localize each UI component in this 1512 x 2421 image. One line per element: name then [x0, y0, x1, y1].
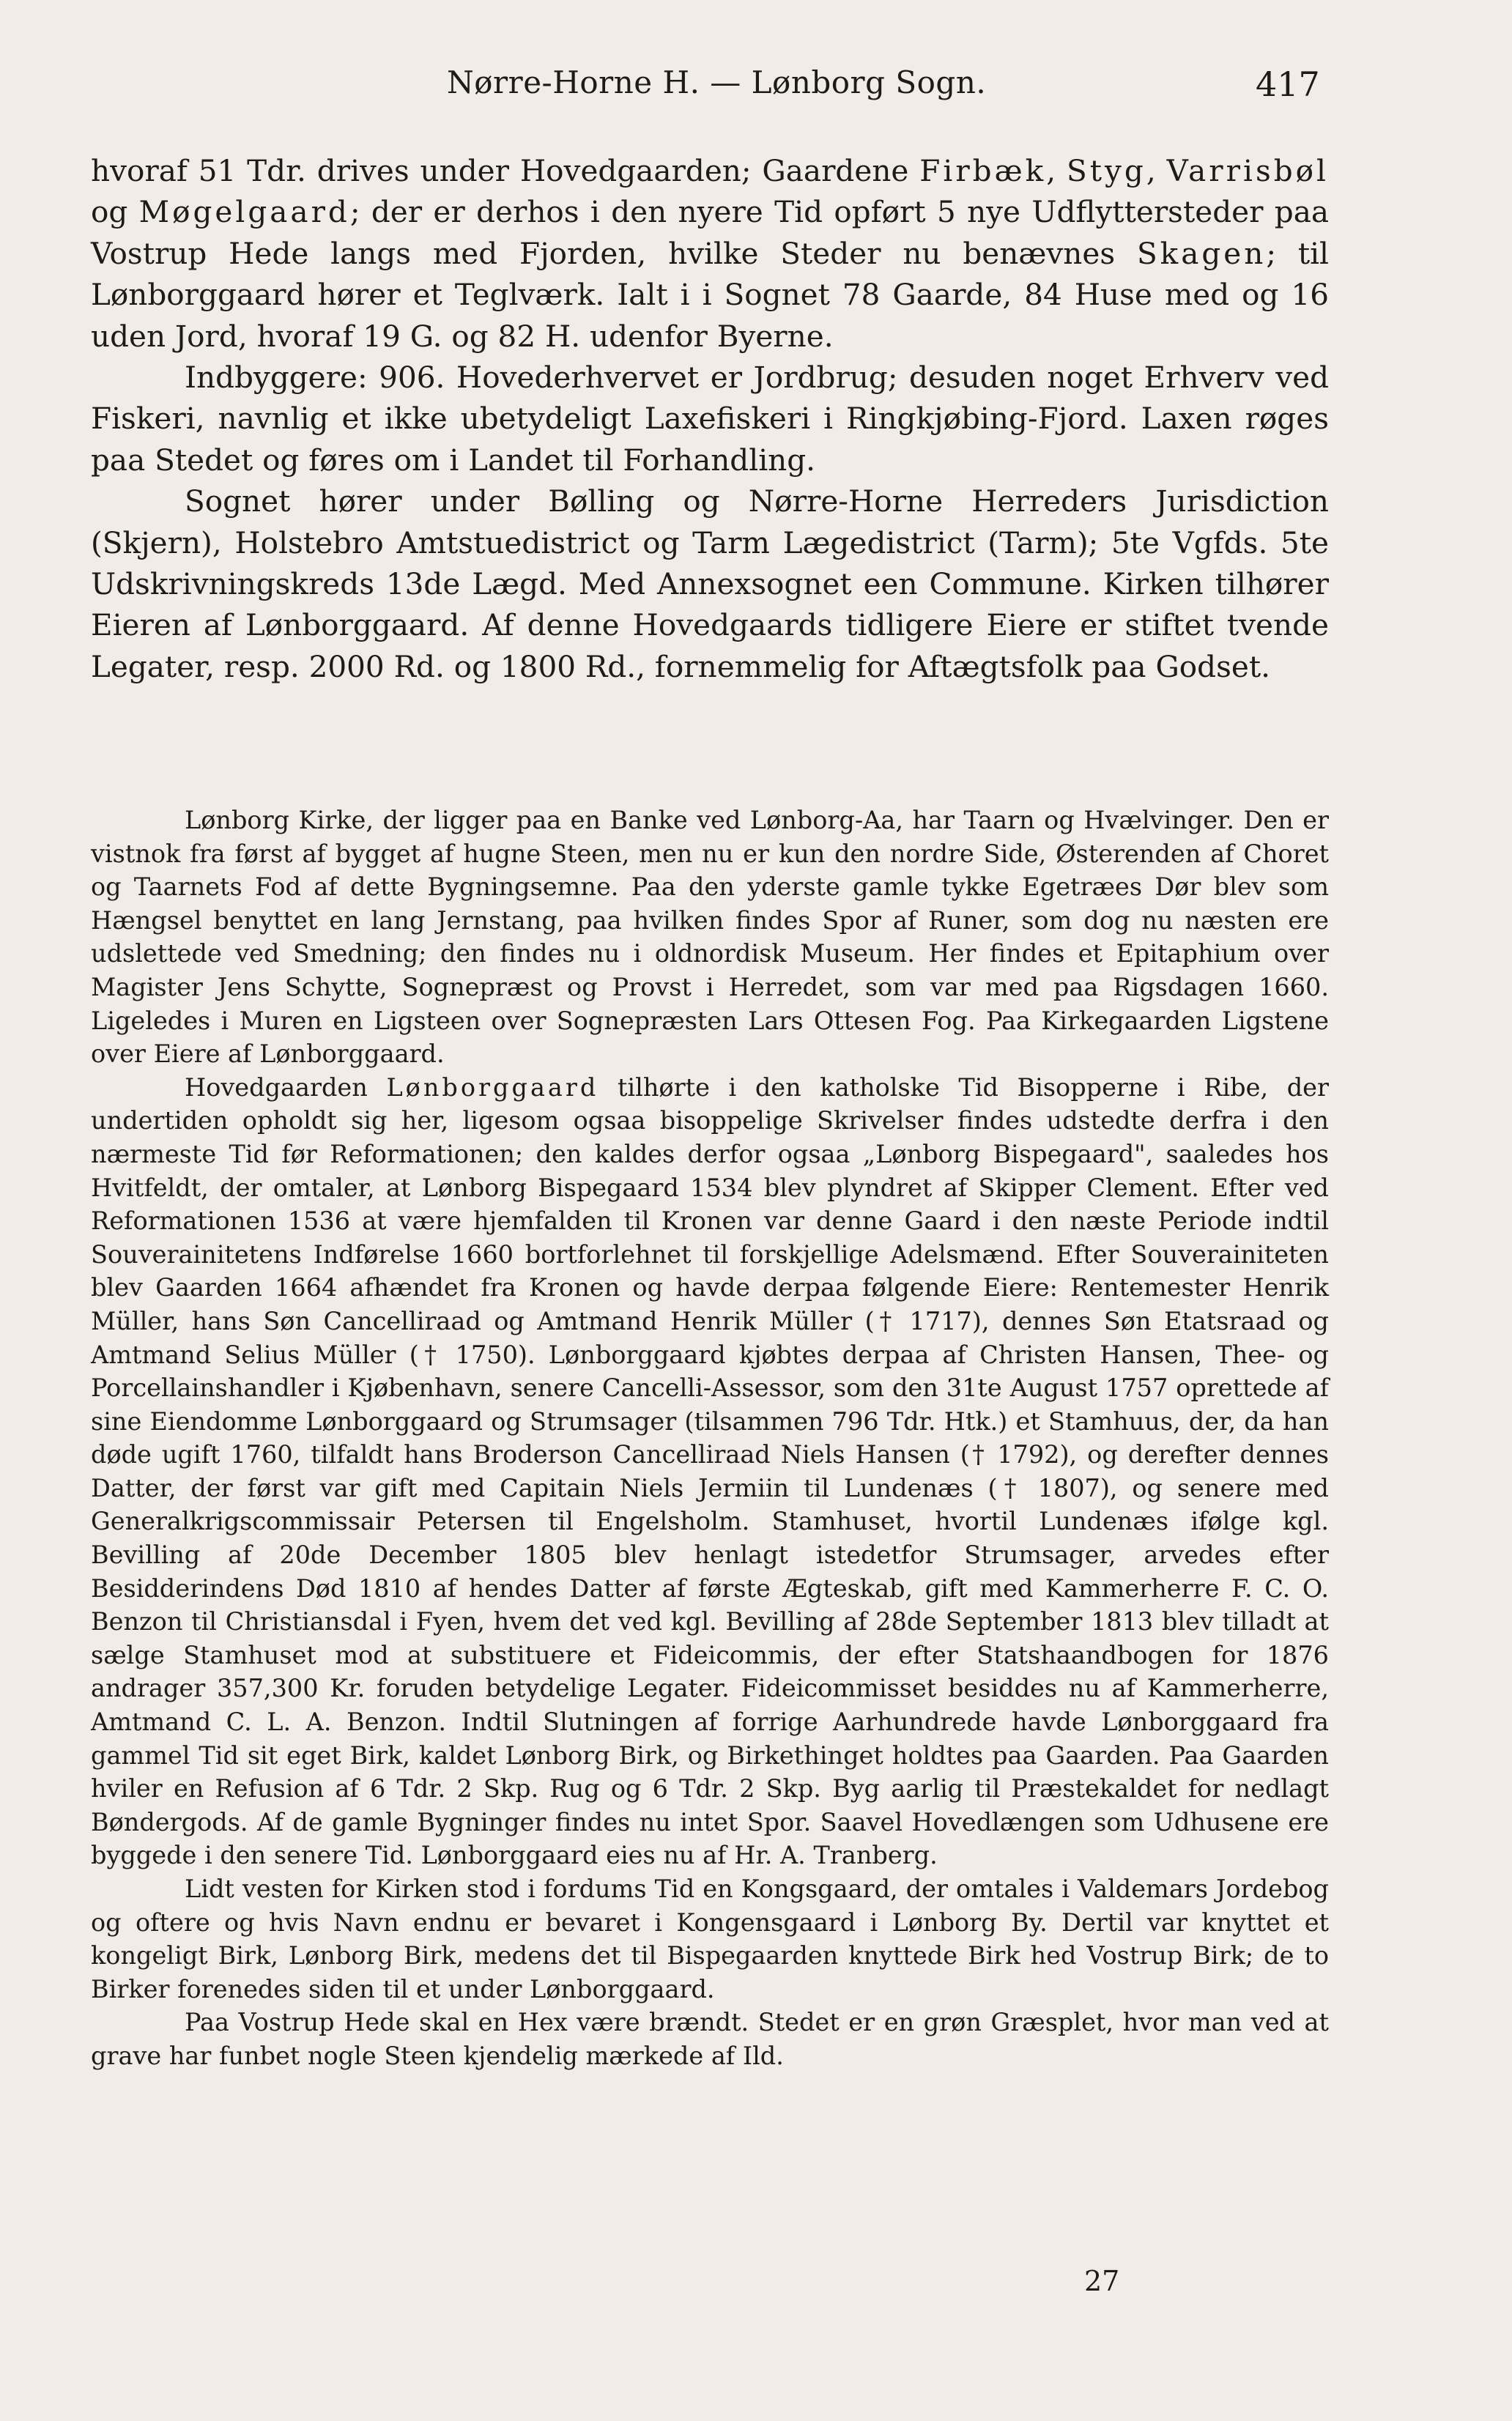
farm-firbaek: Firbæk: [919, 153, 1047, 188]
farm-mogelgaard: Møgelgaard: [138, 194, 350, 230]
place-skagen: Skagen: [1136, 235, 1267, 271]
manor-name: Lønborggaard: [386, 1072, 599, 1102]
note-vostrup-hede: Paa Vostrup Hede skal en Hex være brændt. Stedet er en grøn Græsplet, hvor man ved at grave har funbet nogle Steen kjendelig mærkede af Ild.: [91, 2008, 1329, 2070]
note-church: Lønborg Kirke, der ligger paa en Banke ved Lønborg-Aa, har Taarn og Hvælvinger. Den er vistnok fra først af bygget af hugne Steen, men nu er kun den nordre Side, Østerenden af Choret og Taarnets Fod af dette Bygningsemne. Paa den yderste gamle tykke Egetræes Dør blev som Hængsel benyttet en lang Jernstang, paa hvilken findes Spor af Runer, som dog nu næsten ere udslettede ved Smedning; den findes nu i oldnordisk Museum. Her findes et Epitaphium over Magister Jens Schytte, Sognepræst og Provst i Herredet, som var med paa Rigsdagen 1660. Ligeledes i Muren en Ligsteen over Sognepræsten Lars Ottesen Fog. Paa Kirkegaarden Ligstene over Eiere af Lønborggaard.: [91, 806, 1329, 1069]
main-text: [91, 150, 1329, 687]
note-manor: Hovedgaarden Lønborggaard tilhørte i den katholske Tid Bisopperne i Ribe, der undertiden opholdt sig her, ligesom ogsaa bisoppelige Skrivelser findes udstedte derfra i den nærmeste Tid før Reformationen; den kaldes derfor ogsaa „Lønborg Bispegaard", saaledes hos Hvitfeldt, der omtaler, at Lønborg Bispegaard 1534 blev plyndret af Skipper Clement. Efter ved Reformationen 1536 at være hjemfalden til Kronen var denne Gaard i den næste Periode indtil Souverainitetens Indførelse 1660 bortforlehnet til forskjellige Adelsmænd. Efter Souverainiteten blev Gaarden 1664 afhændet fra Kronen og havde derpaa følgende Eiere: Rentemester Henrik Müller, hans Søn Cancelliraad og Amtmand Henrik Müller († 1717), dennes Søn Etatsraad og Amtmand Selius Müller († 1750). Lønborggaard kjøbtes derpaa af Christen Hansen, Thee- og Porcellainshandler i Kjøbenhavn, senere Cancelli-Assessor, som den 31te August 1757 oprettede af sine Eiendomme Lønborggaard og Strumsager (tilsammen 796 Tdr. Htk.) et Stamhuus, der, da han døde ugift 1760, tilfaldt hans Broderson Cancelliraad Niels Hansen († 1792), og derefter dennes Datter, der først var gift med Capitain Niels Jermiin til Lundenæs († 1807), og senere med Generalkrigscommissair Petersen til Engelsholm. Stamhuset, hvortil Lundenæs ifølge kgl. Bevilling af 20de December 1805 blev henlagt istedetfor Strumsager, arvedes efter Besidderindens Død 1810 af hendes Datter af første Ægteskab, gift med Kammerherre F. C. O. Benzon til Christiansdal i Fyen, hvem det ved kgl. Bevilling af 28de September 1813 blev tilladt at sælge Stamhuset mod at substituere et Fideicommis, der efter Statshaandbogen for 1876 andrager 357,300 Kr. foruden betydelige Legater. Fideicommisset besiddes nu af Kammerherre, Amtmand C. L. A. Benzon. Indtil Slutningen af forrige Aarhundrede havde Lønborggaard fra gammel Tid sit eget Birk, kaldet Lønborg Birk, og Birkethinget holdtes paa Gaarden. Paa Gaarden hviler en Refusion af 6 Tdr. 2 Skp. Rug og 6 Tdr. 2 Skp. Byg aarlig til Præstekaldet for nedlagt Bøndergods. Af de gamle Bygninger findes nu intet Spor. Saavel Hovedlængen som Udhusene ere byggede i den senere Tid. Lønborggaard eies nu af Hr. A. Tranberg.: [91, 1072, 1329, 1870]
farm-varrisbol: Varrisbøl: [1166, 153, 1330, 188]
paragraph-jurisdiction: Sognet hører under Bølling og Nørre-Horne Herreders Jurisdiction (Skjern), Holstebro Amtstuedistrict og Tarm Lægedistrict (Tarm); 5te Vgfds. 5te Udskrivningskreds 13de Lægd. Med Annexsognet een Commune. Kirken tilhører Eieren af Lønborggaard. Af denne Hovedgaards tidligere Eiere er stiftet tvende Legater, resp. 2000 Rd. og 1800 Rd., fornemmelig for Aftægtsfolk paa Godset.: [91, 483, 1329, 684]
signature-mark: 27: [1084, 2265, 1120, 2297]
running-head: Nørre-Horne H. — Lønborg Sogn.: [447, 64, 987, 100]
page-number: 417: [1256, 64, 1320, 104]
small-print-notes: [91, 804, 1329, 2073]
farm-styg: Styg: [1067, 153, 1146, 188]
note-kongsgaard: Lidt vesten for Kirken stod i fordums Tid en Kongsgaard, der omtales i Valdemars Jordebog og oftere og hvis Navn endnu er bevaret i Kongensgaard i Lønborg By. Dertil var knyttet et kongeligt Birk, Lønborg Birk, medens det til Bispegaarden knyttede Birk hed Vostrup Birk; de to Birker forenedes siden til et under Lønborggaard.: [91, 1875, 1329, 2003]
paragraph-inhabitants: Indbyggere: 906. Hovederhvervet er Jordbrug; desuden noget Erhverv ved Fiskeri, navnlig et ikke ubetydeligt Laxefiskeri i Ringkjøbing-Fjord. Laxen røges paa Stedet og føres om i Landet til Forhandling.: [91, 360, 1329, 478]
paragraph-farms: hvoraf 51 Tdr. drives under Hovedgaarden; Gaardene Firbæk, Styg, Varrisbøl og Møgelgaard; der er derhos i den nyere Tid opført 5 nye Udflyttersteder paa Vostrup Hede langs med Fjorden, hvilke Steder nu benævnes Skagen; til Lønborggaard hører et Teglværk. Ialt i i Sognet 78 Gaarde, 84 Huse med og 16 uden Jord, hvoraf 19 G. og 82 H. udenfor Byerne.: [91, 153, 1330, 354]
page-header: [0, 64, 1512, 108]
